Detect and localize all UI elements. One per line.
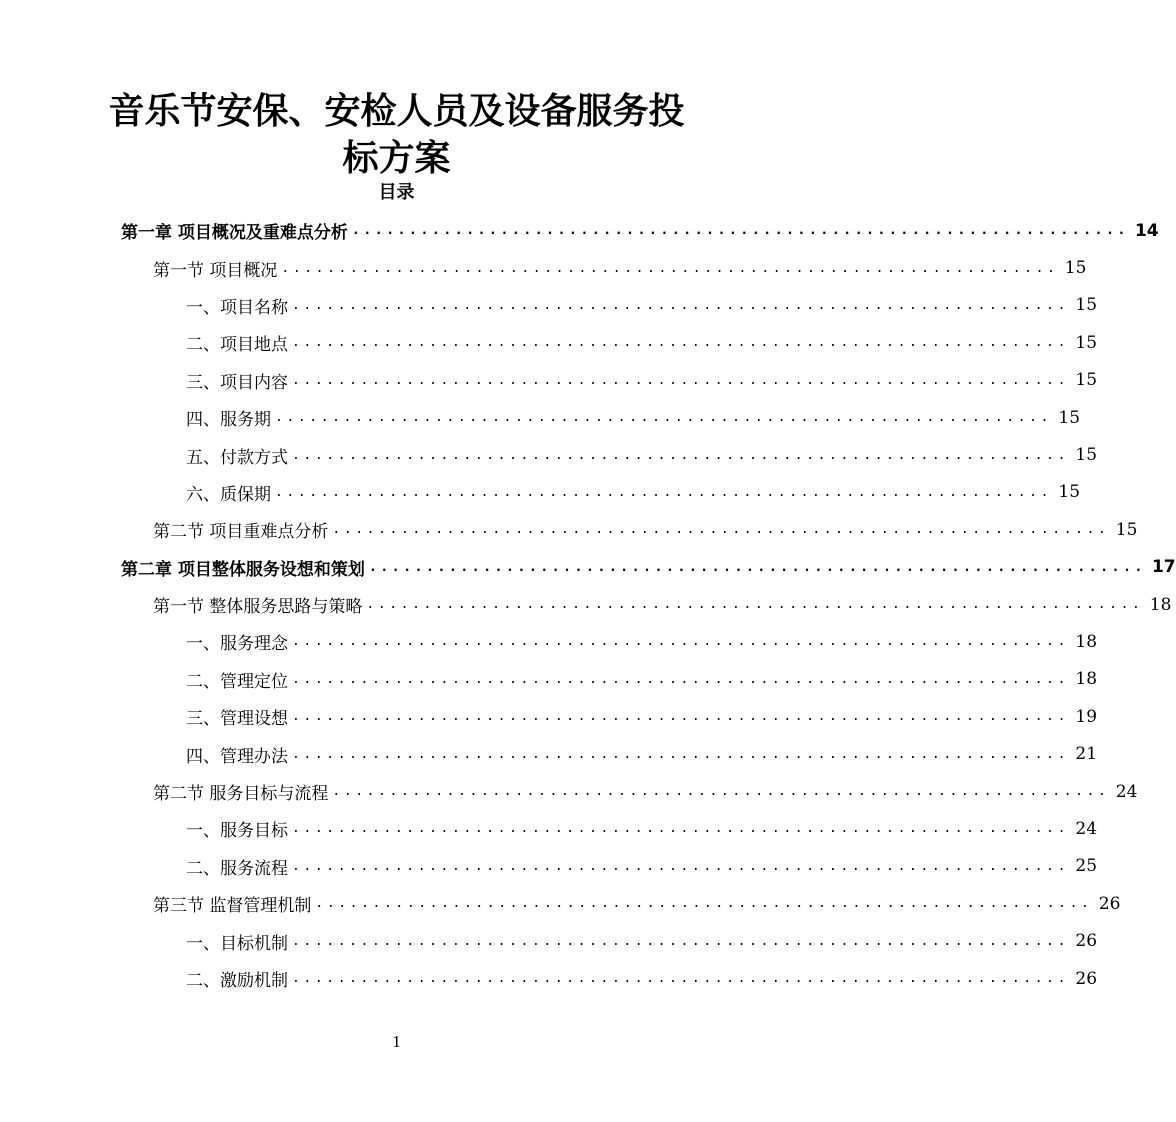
toc-entry-page: 18 (1149, 594, 1172, 615)
toc-entry-section[interactable] (0, 773, 1138, 810)
toc-entry-item[interactable] (0, 661, 1098, 698)
toc-entry-item[interactable] (0, 287, 1098, 324)
toc-entry-label: 第二章 项目整体服务设想和策划 (121, 559, 365, 580)
toc-entry-page: 26 (1098, 893, 1121, 914)
toc-entry-page: 24 (1075, 818, 1098, 839)
toc-leader-dots: .................................................................... (366, 597, 1144, 613)
toc-entry-item[interactable] (0, 922, 1098, 959)
toc-entry-page: 17 (1151, 557, 1176, 578)
toc-entry-item[interactable] (0, 324, 1098, 361)
toc-leader-dots: .................................................................... (292, 634, 1070, 650)
toc-entry-page: 19 (1075, 706, 1098, 727)
toc-entry-label: 第一节 整体服务思路与策略 (153, 597, 363, 618)
toc-entry-page: 18 (1075, 669, 1098, 690)
toc-entry-page: 15 (1075, 370, 1098, 391)
toc-entry-label: 二、项目地点 (186, 335, 288, 356)
toc-entry-label: 四、服务期 (186, 410, 271, 431)
table-of-contents (0, 212, 1176, 997)
toc-entry-page: 25 (1075, 856, 1098, 877)
toc-entry-label: 第一节 项目概况 (153, 260, 278, 281)
toc-entry-page: 15 (1064, 258, 1087, 279)
toc-entry-item[interactable] (0, 698, 1098, 735)
toc-leader-dots: .................................................................... (351, 223, 1129, 239)
toc-leader-dots: .................................................................... (275, 410, 1053, 426)
toc-leader-dots: .................................................................... (332, 522, 1110, 538)
toc-leader-dots: .................................................................... (292, 297, 1070, 313)
toc-entry-section[interactable] (0, 249, 1087, 286)
toc-entry-label: 二、服务流程 (186, 858, 288, 879)
toc-entry-label: 五、付款方式 (186, 447, 288, 468)
toc-entry-label: 第二节 项目重难点分析 (153, 522, 329, 543)
toc-entry-item[interactable] (0, 848, 1098, 885)
toc-entry-item[interactable] (0, 810, 1098, 847)
toc-leader-dots: .................................................................... (368, 559, 1146, 575)
toc-entry-item[interactable] (0, 960, 1098, 997)
toc-entry-label: 二、管理定位 (186, 671, 288, 692)
toc-entry-chapter-2[interactable] (0, 549, 1176, 586)
toc-entry-page: 15 (1075, 295, 1098, 316)
toc-entry-page: 15 (1058, 482, 1081, 503)
toc-entry-page: 15 (1115, 519, 1138, 540)
toc-entry-page: 21 (1075, 744, 1098, 765)
toc-entry-label: 第三节 监督管理机制 (153, 896, 312, 917)
toc-entry-page: 14 (1134, 220, 1159, 241)
toc-entry-page: 18 (1075, 631, 1098, 652)
toc-entry-section[interactable] (0, 511, 1138, 548)
toc-leader-dots: .................................................................... (292, 335, 1070, 351)
toc-entry-label: 一、项目名称 (186, 297, 288, 318)
toc-leader-dots: .................................................................... (292, 933, 1070, 949)
toc-entry-chapter-1[interactable] (0, 212, 1159, 249)
toc-entry-label: 第一章 项目概况及重难点分析 (121, 223, 348, 244)
toc-leader-dots: .................................................................... (292, 671, 1070, 687)
toc-leader-dots: .................................................................... (292, 746, 1070, 762)
toc-entry-label: 六、质保期 (186, 484, 271, 505)
toc-entry-page: 24 (1115, 781, 1138, 802)
toc-entry-page: 26 (1075, 931, 1098, 952)
toc-entry-page: 15 (1075, 332, 1098, 353)
toc-entry-item[interactable] (0, 362, 1098, 399)
toc-entry-label: 一、目标机制 (186, 933, 288, 954)
toc-entry-item[interactable] (0, 623, 1098, 660)
toc-entry-label: 第二节 服务目标与流程 (153, 784, 329, 805)
page-number: 1 (392, 1032, 401, 1051)
toc-entry-label: 三、管理设想 (186, 709, 288, 730)
toc-leader-dots: .................................................................... (292, 858, 1070, 874)
document-title: 音乐节安保、安检人员及设备服务投标方案 (108, 91, 685, 179)
toc-leader-dots: .................................................................... (275, 484, 1053, 500)
toc-entry-page: 15 (1058, 407, 1081, 428)
toc-leader-dots: .................................................................... (292, 447, 1070, 463)
toc-entry-label: 四、管理办法 (186, 746, 288, 767)
toc-entry-item[interactable] (0, 399, 1081, 436)
toc-leader-dots: .................................................................... (315, 896, 1093, 912)
toc-entry-item[interactable] (0, 436, 1098, 473)
toc-entry-label: 一、服务理念 (186, 634, 288, 655)
toc-entry-label: 一、服务目标 (186, 821, 288, 842)
toc-entry-item[interactable] (0, 474, 1081, 511)
toc-entry-page: 15 (1075, 445, 1098, 466)
toc-entry-section[interactable] (0, 885, 1121, 922)
toc-entry-label: 二、激励机制 (186, 971, 288, 991)
toc-heading: 目录 (378, 182, 415, 203)
toc-leader-dots: .................................................................... (332, 784, 1110, 800)
toc-entry-label: 三、项目内容 (186, 372, 288, 393)
toc-leader-dots: .................................................................... (292, 971, 1070, 986)
toc-leader-dots: .................................................................... (292, 821, 1070, 837)
toc-entry-page: 26 (1075, 968, 1098, 989)
toc-entry-item[interactable] (0, 735, 1098, 772)
toc-leader-dots: .................................................................... (292, 709, 1070, 725)
toc-leader-dots: .................................................................... (281, 260, 1059, 276)
toc-entry-section[interactable] (0, 586, 1172, 623)
toc-leader-dots: .................................................................... (292, 372, 1070, 388)
